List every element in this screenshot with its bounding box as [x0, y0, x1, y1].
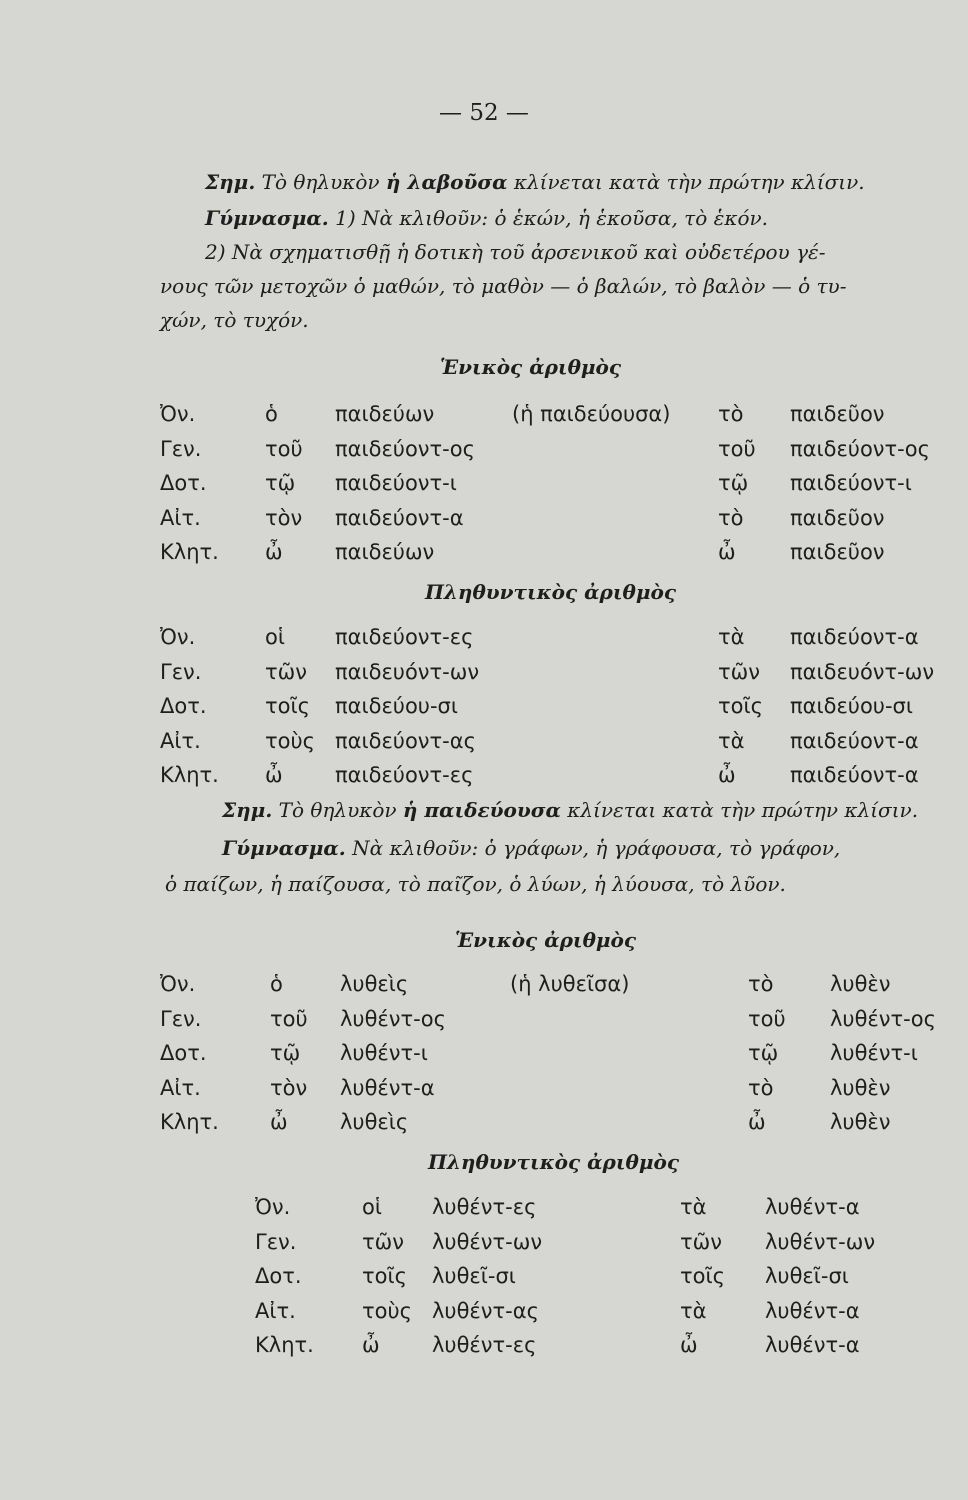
- article-neuter: τῷ: [748, 1041, 779, 1065]
- exercise-line: νους τῶν μετοχῶν ὁ μαθών, τὸ μαθὸν — ὁ βαλών, τὸ βαλὸν — ὁ τυ-: [160, 274, 847, 298]
- form-masculine: λυθέντ-ες: [432, 1333, 537, 1357]
- article-neuter: τοῖς: [718, 694, 763, 718]
- article-masculine: τοῦ: [265, 437, 303, 461]
- form-masculine: λυθέντ-ι: [340, 1041, 428, 1065]
- article-neuter: τὰ: [718, 729, 745, 753]
- article-neuter: ὦ: [680, 1333, 698, 1357]
- note-text: Τὸ θηλυκὸν: [272, 798, 403, 822]
- form-masculine: παιδευόντ-ων: [335, 660, 480, 684]
- form-masculine: λυθεὶς: [340, 972, 409, 996]
- form-masculine: λυθέντ-α: [340, 1076, 435, 1100]
- exercise-2: [222, 836, 840, 860]
- article-neuter: τὸ: [748, 1076, 774, 1100]
- article-masculine: τοὺς: [362, 1299, 412, 1323]
- form-masculine: λυθέντ-ος: [340, 1007, 446, 1031]
- exercise-text: Νὰ κλιθοῦν: ὁ γράφων, ἡ γράφουσα, τὸ γράφον,: [345, 836, 841, 860]
- article-masculine: τῶν: [265, 660, 307, 684]
- form-masculine: λυθέντ-ας: [432, 1299, 539, 1323]
- article-masculine: τοῖς: [265, 694, 310, 718]
- article-masculine: τοῦ: [270, 1007, 308, 1031]
- form-neuter: παιδεύοντ-α: [790, 625, 919, 649]
- article-neuter: τὸ: [748, 972, 774, 996]
- form-masculine: παιδεύου-σι: [335, 694, 458, 718]
- exercise-label: Γύμνασμα.: [205, 206, 329, 230]
- form-masculine: παιδεύοντ-α: [335, 506, 464, 530]
- form-masculine: λυθέντ-ων: [432, 1230, 543, 1254]
- case-label: Δοτ.: [160, 1041, 207, 1065]
- form-neuter: λυθέντ-ος: [830, 1007, 936, 1031]
- note-text: Τὸ θηλυκὸν: [255, 170, 386, 194]
- article-neuter: ὦ: [718, 763, 736, 787]
- form-masculine: παιδεύοντ-ες: [335, 625, 474, 649]
- form-neuter: λυθέντ-ων: [765, 1230, 876, 1254]
- article-masculine: οἱ: [362, 1195, 382, 1219]
- article-neuter: τῶν: [680, 1230, 722, 1254]
- page-number: — 52 —: [439, 100, 529, 126]
- form-neuter: λυθὲν: [830, 972, 891, 996]
- article-masculine: τῷ: [270, 1041, 301, 1065]
- note-text: κλίνεται κατὰ τὴν πρώτην κλίσιν.: [560, 798, 919, 822]
- article-neuter: τὸ: [718, 506, 744, 530]
- article-neuter: τὸ: [718, 402, 744, 426]
- form-neuter: παιδεύοντ-α: [790, 729, 919, 753]
- form-neuter: λυθέντ-α: [765, 1195, 860, 1219]
- form-neuter: παιδεῦον: [790, 402, 885, 426]
- article-neuter: τῷ: [718, 471, 749, 495]
- article-neuter: τῶν: [718, 660, 760, 684]
- article-masculine: ὦ: [265, 763, 283, 787]
- form-neuter: παιδεῦον: [790, 506, 885, 530]
- article-masculine: ὦ: [270, 1110, 288, 1134]
- article-masculine: ὁ: [270, 972, 283, 996]
- case-label: Γεν.: [160, 660, 202, 684]
- form-neuter: λυθὲν: [830, 1110, 891, 1134]
- article-masculine: τὸν: [270, 1076, 308, 1100]
- form-masculine: παιδεύοντ-ος: [335, 437, 475, 461]
- article-masculine: ὦ: [362, 1333, 380, 1357]
- case-label: Κλητ.: [160, 540, 219, 564]
- form-neuter: παιδευόντ-ων: [790, 660, 935, 684]
- form-neuter: λυθέντ-α: [765, 1299, 860, 1323]
- article-neuter: τοῦ: [718, 437, 756, 461]
- form-neuter: λυθὲν: [830, 1076, 891, 1100]
- form-masculine: παιδεύοντ-ες: [335, 763, 474, 787]
- exercise-text: 1) Νὰ κλιθοῦν: ὁ ἑκών, ἡ ἑκοῦσα, τὸ ἑκόν.: [328, 206, 769, 230]
- note-emphasis: ἡ παιδεύουσα: [402, 798, 561, 822]
- note-2: [222, 798, 918, 822]
- case-label: Γεν.: [255, 1230, 297, 1254]
- form-neuter: παιδεῦον: [790, 540, 885, 564]
- feminine-form: (ἡ παιδεύουσα): [512, 402, 671, 426]
- form-masculine: λυθέντ-ες: [432, 1195, 537, 1219]
- note-text: κλίνεται κατὰ τὴν πρώτην κλίσιν.: [507, 170, 865, 194]
- form-masculine: λυθεῖ-σι: [432, 1264, 516, 1288]
- case-label: Ὀν.: [160, 402, 196, 426]
- singular-heading: Ἑνικὸς ἀριθμὸς: [440, 355, 622, 379]
- form-masculine: παιδεύοντ-ι: [335, 471, 457, 495]
- case-label: Κλητ.: [160, 763, 219, 787]
- case-label: Ὀν.: [255, 1195, 291, 1219]
- article-masculine: τῷ: [265, 471, 296, 495]
- feminine-form: (ἡ λυθεῖσα): [510, 972, 630, 996]
- exercise-label: Γύμνασμα.: [222, 836, 346, 860]
- article-neuter: ὦ: [748, 1110, 766, 1134]
- case-label: Ὀν.: [160, 972, 196, 996]
- case-label: Αἰτ.: [255, 1299, 296, 1323]
- plural-heading: Πληθυντικὸς ἀριθμὸς: [428, 1150, 680, 1174]
- form-neuter: λυθέντ-α: [765, 1333, 860, 1357]
- form-neuter: παιδεύοντ-ι: [790, 471, 912, 495]
- article-neuter: τὰ: [680, 1299, 707, 1323]
- form-neuter: παιδεύοντ-α: [790, 763, 919, 787]
- article-masculine: τὸν: [265, 506, 303, 530]
- note-label: Σημ.: [222, 798, 273, 822]
- article-neuter: ὦ: [718, 540, 736, 564]
- case-label: Κλητ.: [160, 1110, 219, 1134]
- form-masculine: παιδεύοντ-ας: [335, 729, 476, 753]
- form-neuter: παιδεύοντ-ος: [790, 437, 930, 461]
- article-neuter: τοῦ: [748, 1007, 786, 1031]
- article-masculine: ὁ: [265, 402, 278, 426]
- case-label: Δοτ.: [255, 1264, 302, 1288]
- case-label: Αἰτ.: [160, 1076, 201, 1100]
- article-masculine: οἱ: [265, 625, 285, 649]
- article-masculine: ὦ: [265, 540, 283, 564]
- case-label: Αἰτ.: [160, 506, 201, 530]
- case-label: Γεν.: [160, 437, 202, 461]
- case-label: Δοτ.: [160, 471, 207, 495]
- form-neuter: λυθέντ-ι: [830, 1041, 918, 1065]
- article-masculine: τοῖς: [362, 1264, 407, 1288]
- note-1: [205, 170, 865, 194]
- case-label: Κλητ.: [255, 1333, 314, 1357]
- note-label: Σημ.: [205, 170, 256, 194]
- case-label: Ὀν.: [160, 625, 196, 649]
- note-emphasis: ἡ λαβοῦσα: [385, 170, 508, 194]
- exercise-line: 2) Νὰ σχηματισθῇ ἡ δοτικὴ τοῦ ἀρσενικοῦ καὶ οὐδετέρου γέ-: [205, 240, 826, 264]
- case-label: Αἰτ.: [160, 729, 201, 753]
- exercise-line: χών, τὸ τυχόν.: [160, 308, 309, 332]
- form-masculine: παιδεύων: [335, 402, 435, 426]
- exercise-1: [205, 206, 768, 230]
- case-label: Δοτ.: [160, 694, 207, 718]
- form-masculine: λυθεὶς: [340, 1110, 409, 1134]
- form-neuter: παιδεύου-σι: [790, 694, 913, 718]
- article-neuter: τὰ: [718, 625, 745, 649]
- form-masculine: παιδεύων: [335, 540, 435, 564]
- article-neuter: τοῖς: [680, 1264, 725, 1288]
- article-neuter: τὰ: [680, 1195, 707, 1219]
- singular-heading: Ἑνικὸς ἀριθμὸς: [455, 928, 637, 952]
- plural-heading: Πληθυντικὸς ἀριθμὸς: [425, 580, 677, 604]
- exercise-line: ὁ παίζων, ἡ παίζουσα, τὸ παῖζον, ὁ λύων, ἡ λύουσα, τὸ λῦον.: [165, 872, 786, 896]
- case-label: Γεν.: [160, 1007, 202, 1031]
- form-neuter: λυθεῖ-σι: [765, 1264, 849, 1288]
- article-masculine: τοὺς: [265, 729, 315, 753]
- article-masculine: τῶν: [362, 1230, 404, 1254]
